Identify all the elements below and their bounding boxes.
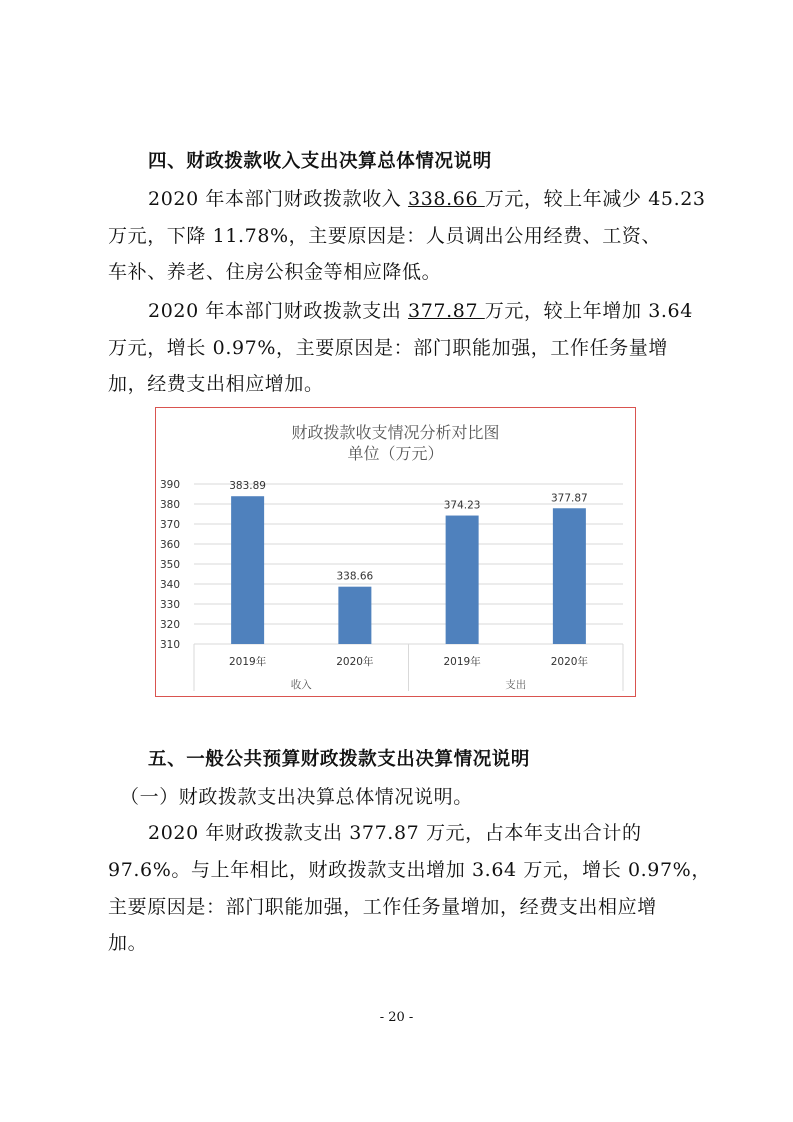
x-tick-label: 2020年 xyxy=(336,656,374,668)
paragraph-line xyxy=(148,299,693,323)
y-tick-label: 390 xyxy=(160,479,181,491)
data-label: 338.66 xyxy=(336,570,374,583)
bar xyxy=(553,508,586,644)
y-tick-label: 340 xyxy=(160,579,181,591)
page-number: - 20 - xyxy=(379,1010,414,1025)
data-label: 374.23 xyxy=(443,499,481,512)
text: 万元，较上年增加 3.64 xyxy=(484,300,693,322)
x-tick-label: 2019年 xyxy=(443,656,481,668)
income-amount: 338.66 xyxy=(408,188,485,210)
paragraph-line xyxy=(148,187,706,211)
paragraph-line: 车补、养老、住房公积金等相应降低。 xyxy=(108,261,442,283)
subheading: （一）财政拨款支出决算总体情况说明。 xyxy=(120,786,473,808)
x-tick-label: 2020年 xyxy=(550,656,588,668)
chart-title: 财政拨款收支情况分析对比图 xyxy=(291,423,500,442)
paragraph-line: 加，经费支出相应增加。 xyxy=(108,373,324,395)
y-tick-label: 370 xyxy=(160,519,181,531)
y-tick-label: 360 xyxy=(160,539,181,551)
group-label: 收入 xyxy=(290,679,312,691)
group-label: 支出 xyxy=(505,679,527,691)
paragraph-line: 万元，增长 0.97%，主要原因是：部门职能加强，工作任务量增 xyxy=(108,337,668,359)
paragraph-line: 97.6%。与上年相比，财政拨款支出增加 3.64 万元，增长 0.97%， xyxy=(108,859,711,881)
data-label: 377.87 xyxy=(551,492,588,505)
text: 2020 年本部门财政拨款收入 xyxy=(148,188,409,210)
y-tick-label: 350 xyxy=(160,559,181,571)
y-tick-label: 310 xyxy=(160,639,181,651)
bar xyxy=(446,516,479,644)
text: 2020 年本部门财政拨款支出 xyxy=(148,300,409,322)
y-tick-label: 320 xyxy=(160,619,181,631)
bar-chart xyxy=(155,407,636,697)
section-5-heading: 五、一般公共预算财政拨款支出决算情况说明 xyxy=(148,749,531,770)
section-4-heading: 四、财政拨款收入支出决算总体情况说明 xyxy=(148,151,492,172)
paragraph-line: 加。 xyxy=(108,932,148,954)
paragraph-line: 2020 年财政拨款支出 377.87 万元，占本年支出合计的 xyxy=(148,822,642,844)
chart-subtitle: 单位（万元） xyxy=(347,444,444,463)
y-tick-label: 380 xyxy=(160,499,181,511)
y-tick-label: 330 xyxy=(160,599,181,611)
bar xyxy=(338,587,371,644)
text: 万元，较上年减少 45.23 xyxy=(484,188,706,210)
data-label: 383.89 xyxy=(229,480,266,493)
x-tick-label: 2019年 xyxy=(229,656,267,668)
paragraph-line: 万元，下降 11.78%，主要原因是：人员调出公用经费、工资、 xyxy=(108,225,662,247)
bar xyxy=(231,496,264,644)
chart-plot xyxy=(156,408,634,695)
expense-amount: 377.87 xyxy=(408,300,485,322)
paragraph-line: 主要原因是：部门职能加强，工作任务量增加，经费支出相应增 xyxy=(108,896,657,918)
